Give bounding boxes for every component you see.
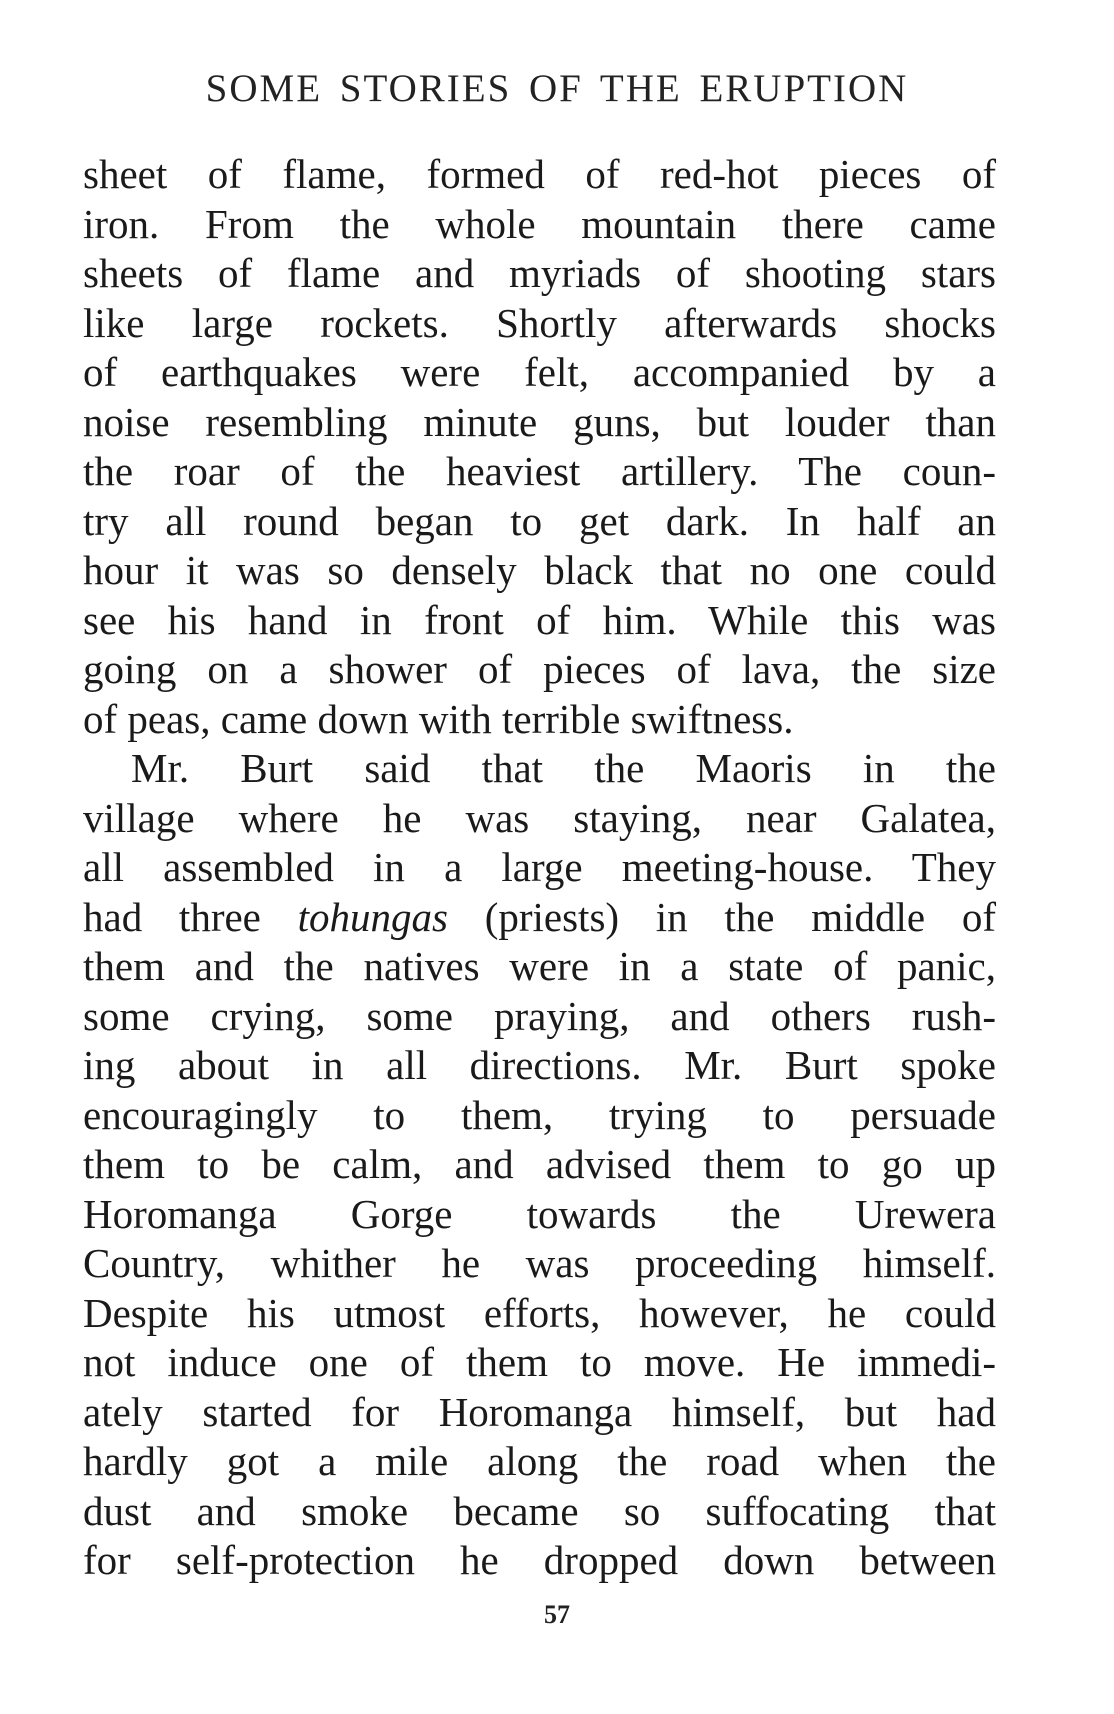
- text-line: Country, whither he was proceeding himself.: [83, 1240, 996, 1286]
- text-line: of earthquakes were felt, accompanied by a: [83, 349, 996, 395]
- body-text: [83, 150, 996, 1586]
- text-line: them and the natives were in a state of panic,: [83, 943, 996, 989]
- text-line: going on a shower of pieces of lava, the size: [83, 646, 996, 692]
- text-line: noise resembling minute guns, but louder than: [83, 398, 996, 445]
- text-line: like large rockets. Shortly afterwards shocks: [83, 299, 996, 346]
- running-head: SOME STORIES OF THE ERUPTION: [205, 67, 909, 110]
- paragraph-start-line: Mr. Burt said that the Maoris in the: [131, 745, 996, 791]
- text-line: iron. From the whole mountain there came: [83, 200, 996, 247]
- text-line: the roar of the heaviest artillery. The coun-: [83, 448, 996, 494]
- italic-term: tohungas: [297, 893, 448, 940]
- text-line: try all round began to get dark. In half an: [83, 497, 996, 544]
- text-line: see his hand in front of him. While this was: [83, 596, 996, 643]
- text-line-with-italic: [83, 893, 996, 943]
- text-line: them to be calm, and advised them to go up: [83, 1141, 996, 1187]
- text-line: dust and smoke became so suffocating that: [83, 1487, 996, 1534]
- text-line: not induce one of them to move. He immedi-: [83, 1339, 996, 1385]
- text-line: Horomanga Gorge towards the Urewera: [83, 1190, 996, 1237]
- text-line: sheets of flame and myriads of shooting stars: [83, 250, 996, 296]
- text-line: all assembled in a large meeting-house. They: [83, 844, 996, 890]
- text-line: ately started for Horomanga himself, but had: [83, 1388, 996, 1435]
- line-segment: had three: [83, 893, 298, 940]
- text-line: village where he was staying, near Galatea,: [83, 794, 996, 841]
- text-line: of peas, came down with terrible swiftness.: [83, 695, 794, 742]
- text-line: some crying, some praying, and others rush-: [83, 992, 996, 1039]
- text-line: ing about in all directions. Mr. Burt spoke: [83, 1042, 996, 1088]
- text-line: Despite his utmost efforts, however, he could: [83, 1289, 996, 1336]
- text-line: for self-protection he dropped down between: [83, 1537, 996, 1583]
- text-line: hardly got a mile along the road when the: [83, 1438, 996, 1484]
- text-line: sheet of flame, formed of red-hot pieces of: [83, 151, 996, 197]
- page-number: 57: [544, 1600, 570, 1629]
- text-line: hour it was so densely black that no one could: [83, 547, 996, 593]
- line-segment: (priests) in the middle of: [447, 893, 996, 940]
- text-line: encouragingly to them, trying to persuade: [83, 1091, 996, 1138]
